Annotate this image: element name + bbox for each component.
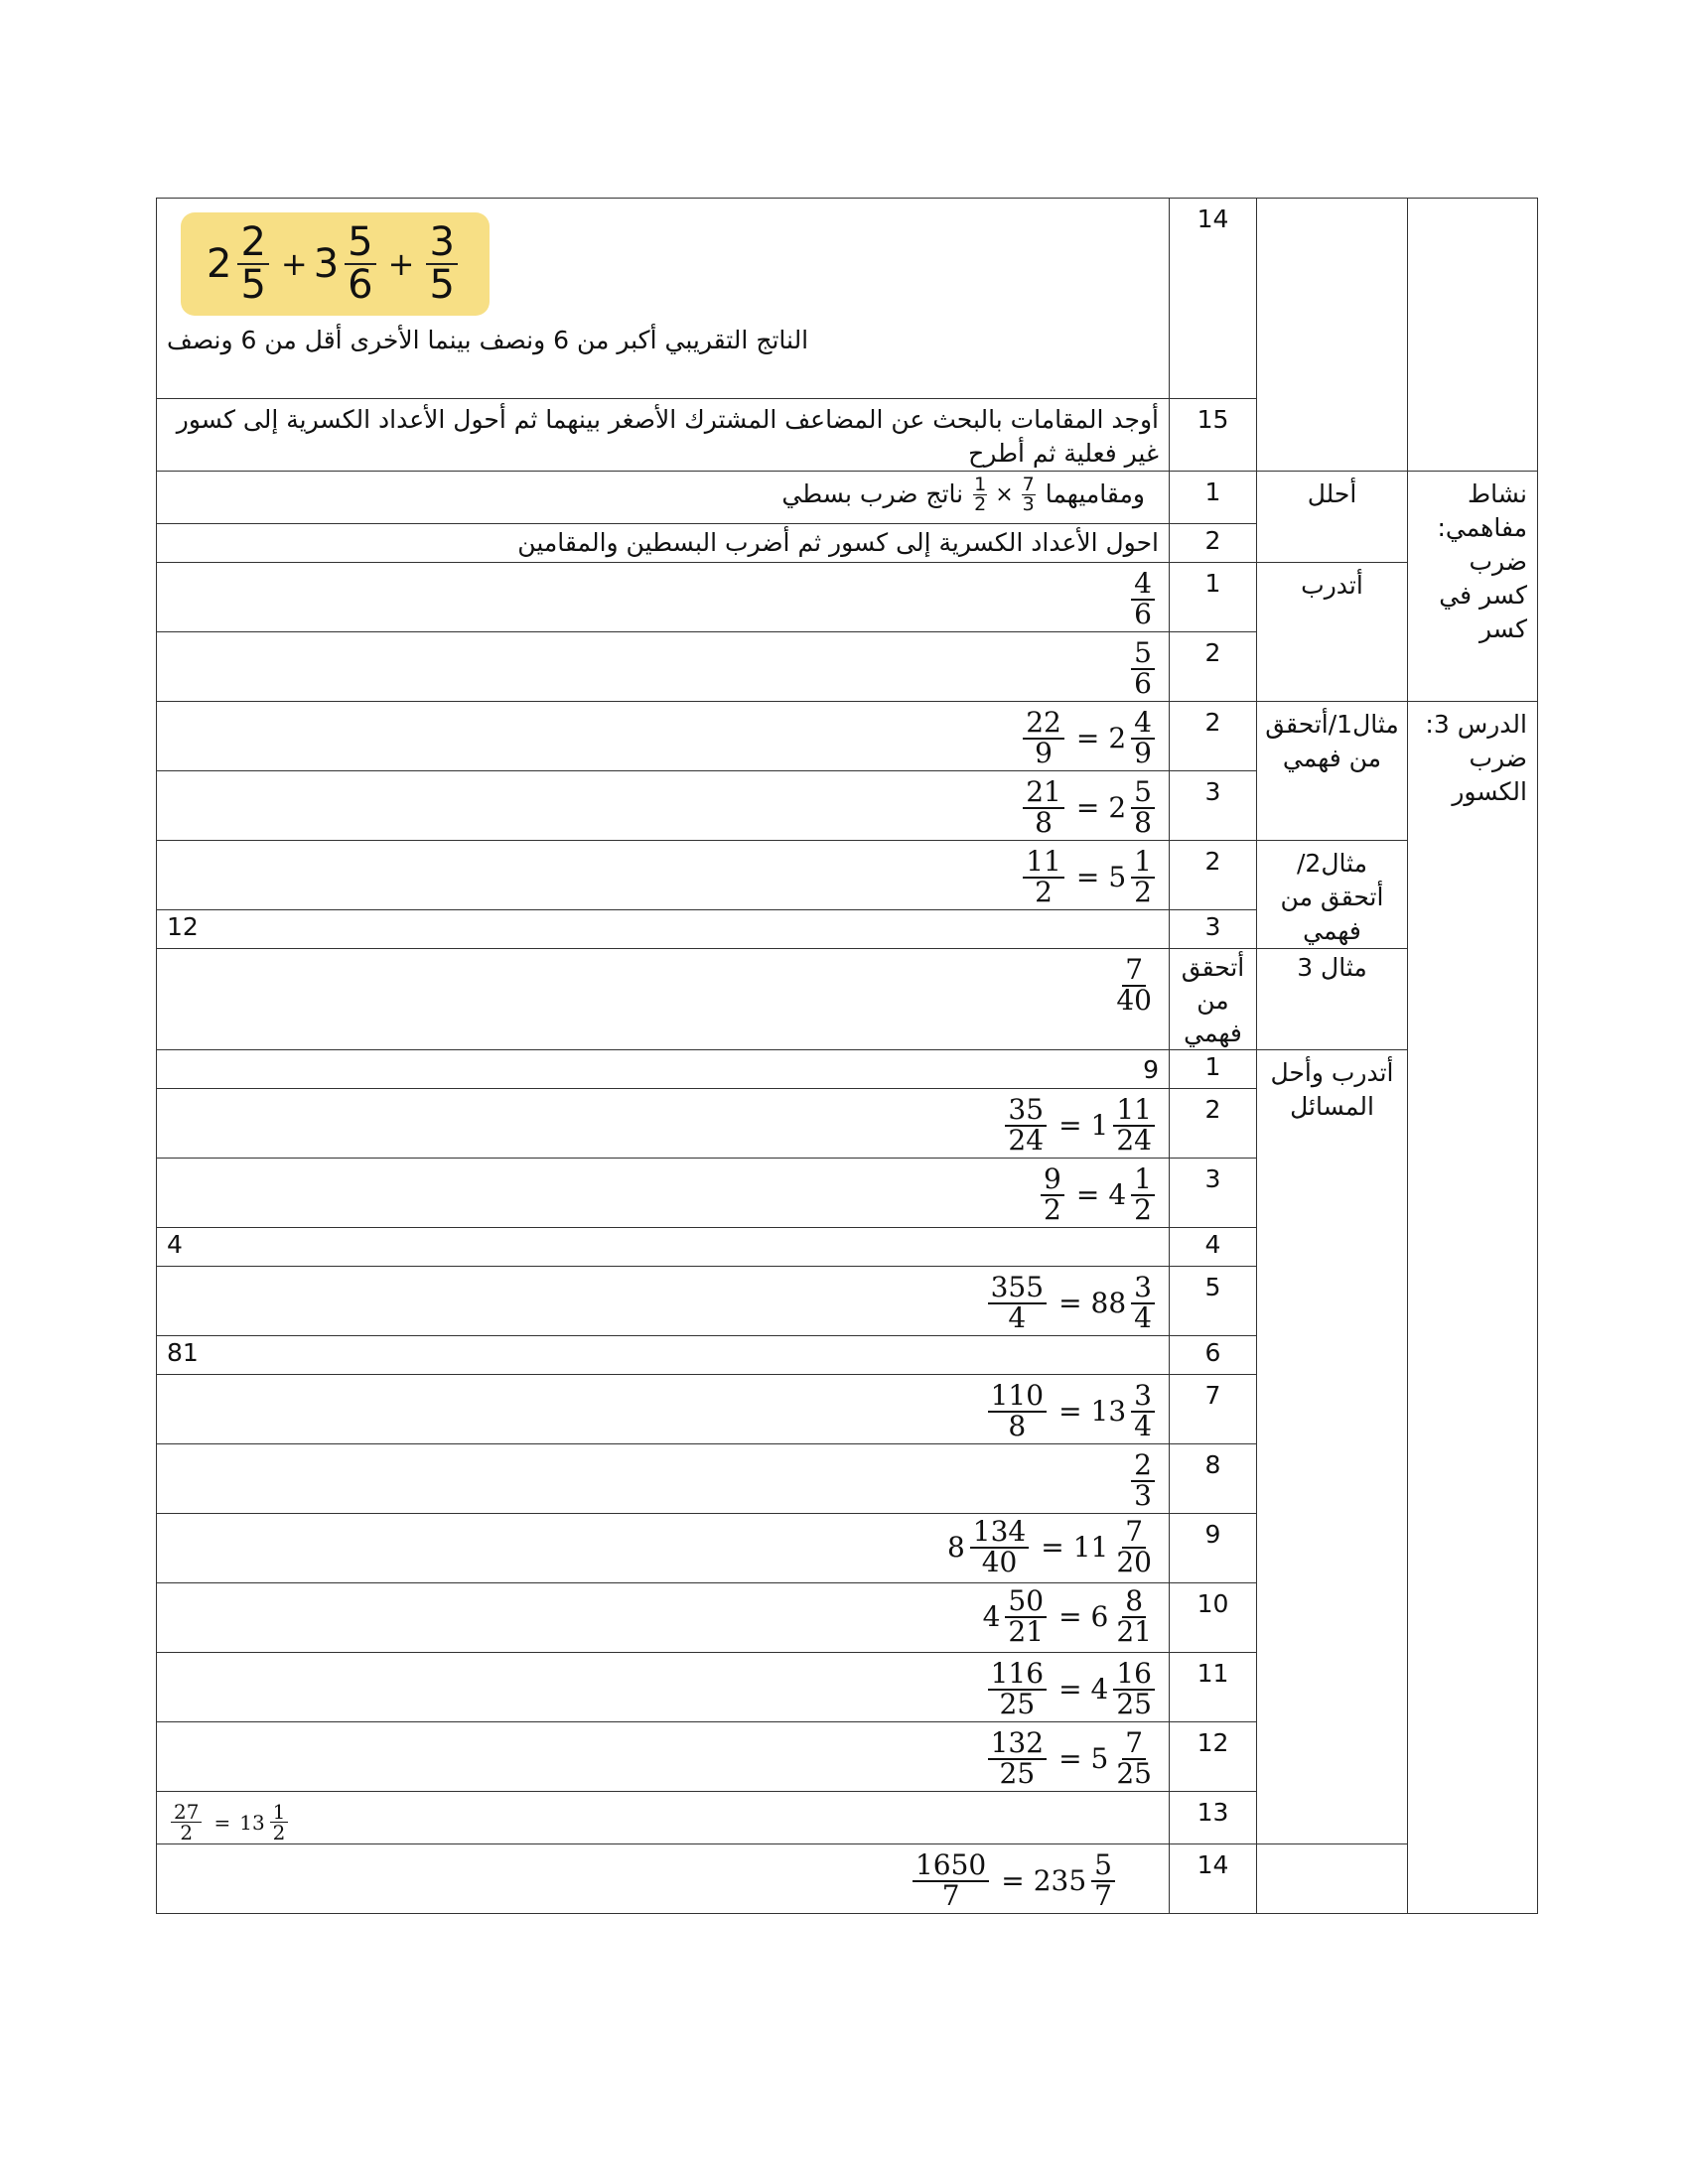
section-label: أتدرب (1257, 563, 1408, 702)
lesson-label: نشاط مفاهمي: ضرب كسر في كسر (1408, 472, 1538, 702)
answer-cell (157, 1089, 1170, 1159)
answer-value: 81 (157, 1336, 1170, 1375)
section-cell (1257, 199, 1408, 472)
section-label: مثال2/ أتحقق من فهمي (1257, 841, 1408, 949)
answer-cell (157, 1722, 1170, 1792)
question-number: 12 (1170, 1722, 1257, 1792)
expression-image (181, 212, 490, 316)
answer-value: 4 (157, 1228, 1170, 1267)
question-number: 8 (1170, 1444, 1257, 1514)
plus-sign: + (387, 244, 415, 283)
question-number: 2 (1170, 524, 1257, 563)
whole: 2 (207, 240, 232, 287)
answer-cell (157, 1844, 1170, 1914)
answer-text: أوجد المقامات بالبحث عن المضاعف المشترك الأصغر بينهما ثم أحول الأعداد الكسرية إلى كسور غير فعلية ثم أطرح (157, 399, 1170, 472)
answer-cell (157, 1514, 1170, 1583)
answer-math: $\frac{116}{25}$ = 4 $\frac{16}{25}$ (984, 1660, 1159, 1718)
answer-value: 9 (157, 1050, 1170, 1089)
question-number: 2 (1170, 702, 1257, 771)
question-number: أتحقق من فهمي (1170, 949, 1257, 1050)
section-cell (1257, 1844, 1408, 1914)
answer-math: $\frac{9}{2}$ = 4 $\frac{1}{2}$ (1037, 1165, 1159, 1224)
plus-sign: + (280, 244, 308, 283)
section-label: أحلل (1257, 472, 1408, 563)
answer-math: $\frac{2}{3}$ (1127, 1451, 1159, 1510)
lesson-label: الدرس 3: ضرب الكسور (1408, 702, 1538, 1914)
question-number: 13 (1170, 1792, 1257, 1844)
answer-math: $\frac{7}{40}$ (1116, 953, 1152, 1017)
question-number: 4 (1170, 1228, 1257, 1267)
answer-math: $\frac{1650}{7}$ = 235 $\frac{5}{7}$ (909, 1851, 1119, 1910)
question-number: 5 (1170, 1267, 1257, 1336)
answer-math: $\frac{22}{9}$ = 2 $\frac{4}{9}$ (1019, 709, 1159, 767)
section-label: مثال 3 (1257, 949, 1408, 1050)
answer-cell (157, 1375, 1170, 1444)
answer-math: $\frac{35}{24}$ = 1 $\frac{11}{24}$ (1001, 1096, 1159, 1155)
answer-math: $\frac{5}{6}$ (1127, 639, 1159, 698)
answer-value: 12 (157, 910, 1170, 949)
answer-math: 4 $\frac{50}{21}$ = 6 $\frac{8}{21}$ (982, 1584, 1152, 1648)
question-number: 2 (1170, 632, 1257, 702)
answer-cell (157, 771, 1170, 841)
question-number: 7 (1170, 1375, 1257, 1444)
estimate-text: الناتج التقريبي أكبر من 6 ونصف بينما الأخرى أقل من 6 ونصف (167, 325, 809, 354)
question-number: 3 (1170, 910, 1257, 949)
question-number: 2 (1170, 1089, 1257, 1159)
section-label: أتدرب وأحل المسائل (1257, 1050, 1408, 1844)
question-number: 9 (1170, 1514, 1257, 1583)
question-number: 3 (1170, 771, 1257, 841)
question-number: 14 (1170, 199, 1257, 399)
lesson-cell (1408, 199, 1538, 472)
answer-cell (157, 841, 1170, 910)
question-number: 3 (1170, 1159, 1257, 1228)
answer-math: $\frac{21}{8}$ = 2 $\frac{5}{8}$ (1019, 778, 1159, 837)
analyze-text: ومقاميهما $\frac{1}{2}$ × $\frac{7}{3}$ ناتج ضرب بسطي (781, 474, 1145, 516)
answer-cell (157, 1792, 1170, 1844)
question-number: 1 (1170, 563, 1257, 632)
fraction: $\frac{5}{6}$ (345, 222, 375, 306)
answer-math: $\frac{11}{2}$ = 5 $\frac{1}{2}$ (1019, 848, 1159, 906)
question-number: 10 (1170, 1583, 1257, 1653)
answer-math: $\frac{27}{2}$ = 13 $\frac{1}{2}$ (167, 1802, 292, 1843)
product-expression: $\frac{1}{2}$ × $\frac{7}{3}$ (974, 474, 1035, 516)
section-label: مثال1/أتحقق من فهمي (1257, 702, 1408, 841)
answer-cell (157, 563, 1170, 632)
answer-cell (157, 1267, 1170, 1336)
question-number: 1 (1170, 472, 1257, 524)
question-number: 2 (1170, 841, 1257, 910)
question-number: 1 (1170, 1050, 1257, 1089)
question-number: 14 (1170, 1844, 1257, 1914)
answer-cell (157, 949, 1170, 1050)
answer-cell (157, 632, 1170, 702)
question-number: 15 (1170, 399, 1257, 472)
fraction: $\frac{2}{5}$ (237, 222, 268, 306)
answer-cell (157, 1159, 1170, 1228)
answer-text: احول الأعداد الكسرية إلى كسور ثم أضرب البسطين والمقامين (157, 524, 1170, 563)
answer-cell (157, 1444, 1170, 1514)
answer-math: 8 $\frac{134}{40}$ = 11 $\frac{7}{20}$ (946, 1515, 1152, 1578)
answer-cell (157, 472, 1170, 524)
answer-cell (157, 1583, 1170, 1653)
answer-cell (157, 1653, 1170, 1722)
answer-math: $\frac{110}{8}$ = 13 $\frac{3}{4}$ (984, 1382, 1159, 1440)
question-number: 11 (1170, 1653, 1257, 1722)
answer-cell (157, 702, 1170, 771)
answer-math: $\frac{355}{4}$ = 88 $\frac{3}{4}$ (984, 1274, 1159, 1332)
answer-math: $\frac{132}{25}$ = 5 $\frac{7}{25}$ (984, 1729, 1159, 1788)
answer-cell (157, 199, 1170, 399)
question-number: 6 (1170, 1336, 1257, 1375)
answer-table (156, 198, 1538, 1914)
fraction: $\frac{3}{5}$ (426, 222, 457, 306)
answer-math: $\frac{4}{6}$ (1127, 570, 1159, 628)
whole: 3 (313, 240, 340, 287)
